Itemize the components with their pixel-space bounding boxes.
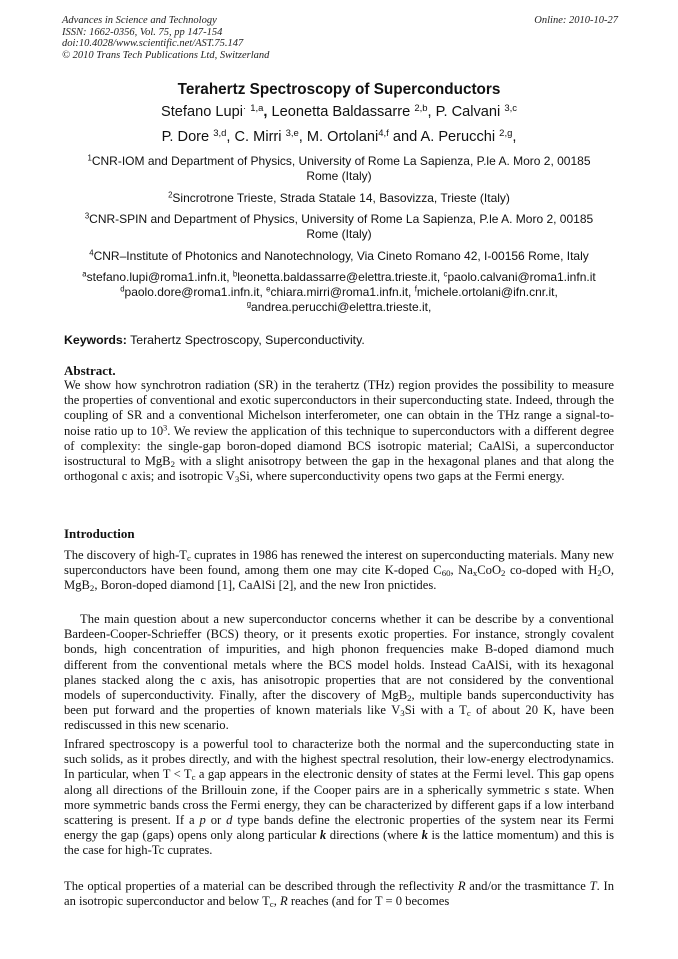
keywords-line: [64, 333, 365, 347]
affiliation-num: 4: [89, 248, 94, 258]
abstract-paragraph: We show how synchrotron radiation (SR) in the terahertz (THz) region provides the possibility to measure the properties of conventional and exotic superconductors in their superconducting state. Indeed, through the coupling of SR and a conventional Michelson interferometer, one can obtain in the THz range a signal-to-noise ratio up to $10^3$. We review the application of this technique to superconductors with a different degree of complexity: the single-gap boron-doped diamond BCS isotropic material; CaAlSi, a superconductor isostructural to MgB$_2$ with a slight anisotropy between the gap in the hexagonal planes and that along the orthogonal c axis; and isotropic $V_3Si$, where superconductivity opens two gaps at the Fermi energy.: [64, 378, 614, 485]
email-sup: e: [266, 284, 271, 294]
email-sup: g: [246, 300, 252, 310]
affiliation-text: CNR-SPIN and Department of Physics, University of Rome La Sapienza, P.le A. Moro 2, 00185: [89, 212, 594, 226]
affiliation-text: Sincrotrone Trieste, Strada Statale 14, Basovizza, Trieste (Italy): [172, 191, 510, 205]
email-sup: c: [443, 269, 448, 279]
author-sup: 2,g: [499, 127, 513, 139]
intro-paragraph-4: The optical properties of a material can be described through the reflectivity R and/or the trasmittance T. In an isotropic superconductor and below $T_c$, R reaches (and for T = 0 becomes: [64, 879, 615, 910]
keywords-label: Keywords:: [64, 333, 127, 347]
keywords-text: Terahertz Spectroscopy, Superconductivity.: [130, 333, 365, 347]
journal-name: Advances in Science and Technology: [62, 15, 217, 26]
affiliation-text: Rome (Italy): [306, 169, 372, 184]
author-sup: 3,c: [504, 102, 517, 114]
affiliation-text: CNR-IOM and Department of Physics, University of Rome La Sapienza, P.le A. Moro 2, 00185: [91, 154, 591, 168]
author-name: P. Dore: [161, 129, 210, 145]
author-sup: 4,f: [378, 127, 389, 139]
journal-header: [62, 15, 618, 61]
email-sup: a: [82, 269, 87, 279]
author-name: M. Ortolani: [306, 129, 379, 145]
author-name: A. Perucchi: [420, 129, 496, 145]
affiliation-num: 3: [84, 211, 90, 221]
affiliation-text: CNR–Institute of Photonics and Nanotechnology, Via Cineto Romano 42, I-00156 Rome, Italy: [93, 249, 589, 263]
email-link[interactable]: michele.ortolani@ifn.cnr.it: [416, 285, 555, 300]
paper-title: Terahertz Spectroscopy of Superconductors: [177, 81, 501, 98]
affiliation-3: [70, 212, 608, 242]
authors-line-2: P. Dore $^{3,d}$, C. Mirri $^{3,e}$, M. Ortolani$^{4,f}$ and A. Perucchi $^{2,g}$,: [161, 127, 517, 145]
author-sup: 1,a: [250, 102, 264, 114]
email-link[interactable]: paolo.dore@roma1.infn.it: [124, 285, 260, 300]
affiliation-text: Rome (Italy): [306, 227, 372, 242]
intro-paragraph-1: The discovery of high-$T_c$ cuprates in 1986 has renewed the interest on superconducting materials. Many new superconductors have been found, among them one may cite K-doped $C_{60}$, $Na_xCoO_2$ co-doped with $H_2O$, MgB$_2$, Boron-doped diamond [1], CaAlSi [2], and the new Iron pnictides.: [64, 548, 614, 594]
author-sup: 3,e: [285, 127, 299, 139]
doi-line: doi:10.4028/www.scientific.net/AST.75.147: [62, 38, 244, 50]
introduction-heading: Introduction: [64, 526, 135, 541]
author-name: C. Mirri: [234, 129, 282, 145]
email-sup: b: [232, 269, 238, 279]
author-name: Stefano Lupi: [161, 104, 243, 120]
online-date: Online: 2010-10-27: [534, 15, 618, 26]
abstract-heading: Abstract.: [64, 363, 116, 378]
email-list: $^a$stefano.lupi@roma1.infn.it, $^b$leonetta.baldassarre@elettra.trieste.it, $^c$paolo.calvani@roma1.infn.it $^d$paolo.dore@roma1.infn.it, $^e$chiara.mirri@roma1.infn.it, $^f$michele.ortolani@ifn.cnr.it, $^g$andrea.perucchi@elettra.trieste.it,: [82, 269, 596, 315]
email-link[interactable]: andrea.perucchi@elettra.trieste.it: [251, 300, 428, 315]
affiliation-num: 1: [87, 153, 92, 163]
email-link[interactable]: stefano.lupi@roma1.infn.it: [86, 270, 227, 284]
affiliation-num: 2: [168, 190, 173, 200]
author-name: Leonetta Baldassarre: [271, 104, 411, 120]
email-link[interactable]: leonetta.baldassarre@elettra.trieste.it: [237, 270, 437, 284]
author-dot: ·: [242, 102, 247, 114]
affiliation-2: [70, 191, 608, 206]
author-sup: 2,b: [414, 102, 428, 114]
and-word: and: [392, 129, 418, 145]
affiliation-1: [70, 154, 608, 184]
copyright-line: © 2010 Trans Tech Publications Ltd, Switzerland: [62, 49, 270, 61]
author-name: P. Calvani: [435, 104, 501, 120]
email-link[interactable]: chiara.mirri@roma1.infn.it: [270, 285, 409, 300]
issn-line: ISSN: 1662-0356, Vol. 75, pp 147-154: [62, 26, 223, 38]
email-sup: d: [120, 284, 125, 294]
affiliation-4: [70, 249, 608, 264]
email-sup: f: [414, 284, 417, 294]
authors-line-1: Stefano Lupi· $^{1,a}$, Leonetta Baldassarre $^{2,b}$, P. Calvani $^{3,c}$: [161, 102, 517, 120]
intro-paragraph-3: Infrared spectroscopy is a powerful tool to characterize both the normal and the superconducting state in such solids, as it probes directly, and with the highest spectral resolution, their low-energy electrodynamics. In particular, when $T < T_c$ a gap appears in the electronic density of states at the Fermi level. This gap opens along all directions of the Brillouin zone, if the Cooper pairs are in a spherically symmetric s state. When more symmetric bands cross the Fermi energy, they can be characterized by different gaps if a low interband scattering is present. If a p or d type bands define the electronic properties of the system near its Fermi energy the gap (gaps) opens only along particular k directions (where k is the lattice momentum) and this is the case for high-Tc cuprates.: [64, 737, 614, 858]
author-sup: 3,d: [213, 127, 227, 139]
intro-paragraph-2: The main question about a new superconductor concerns whether it can be describe by a conventional Bardeen-Cooper-Schrieffer (BCS) theory, or it presents exotic properties. For instance, strongly covalent bonds, high concentration of impurities, and high phonon frequencies make B-doped diamond much different from the conventional metals where the BCS model holds. Instead CaAlSi, with its hexagonal planes stacked along the c axis, has anisotropic properties that are not considered by the conventional models of superconductivity. Finally, after the discovery of MgB$_2$, multiple bands superconductivity has been put forward and the properties of known materials like $V_3Si$ with a $T_c$ of about 20 K, have been rediscussed in this new scenario.: [64, 612, 614, 733]
email-link[interactable]: paolo.calvani@roma1.infn.it: [447, 270, 596, 284]
